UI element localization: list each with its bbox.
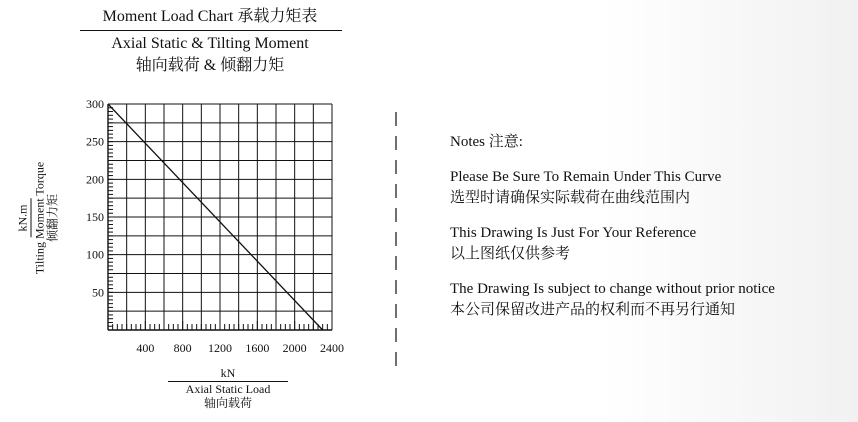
x-axis-unit: kN	[168, 366, 288, 382]
x-tick-label: 1600	[245, 341, 270, 355]
y-axis-label-en: Tilting Moment Torque	[32, 161, 47, 275]
y-tick-labels	[86, 97, 104, 299]
x-axis-label-cn: 轴向载荷	[203, 396, 252, 410]
y-tick-label: 150	[86, 210, 104, 224]
y-tick-label: 250	[86, 134, 104, 149]
y-tick-label: 50	[92, 285, 104, 300]
note-1-cn: 选型时请确保实际载荷在曲线范围内	[450, 190, 691, 206]
x-tick-label: 2000	[282, 341, 307, 355]
x-axis-label-en: Axial Static Load	[185, 382, 271, 396]
x-tick-label: 400	[136, 341, 155, 355]
chart-title: Moment Load Chart 承载力矩表	[102, 8, 318, 25]
y-axis-unit: kN.m	[17, 199, 32, 238]
notes-panel	[450, 132, 775, 321]
y-tick-label: 100	[86, 247, 104, 262]
y-axis-label	[17, 162, 60, 275]
note-2-en: This Drawing Is Just For Your Reference	[450, 225, 697, 241]
notes-heading: Notes 注意:	[450, 134, 523, 150]
x-tick-label: 1200	[208, 341, 232, 355]
y-axis-label-cn: 倾翻力矩	[45, 193, 60, 243]
note-3-en: The Drawing Is subject to change without prior notice	[450, 281, 775, 297]
chart-subtitle-en: Axial Static & Tilting Moment	[111, 35, 309, 52]
note-1-en: Please Be Sure To Remain Under This Curve	[450, 169, 722, 185]
x-tick-label: 2400	[320, 341, 344, 355]
x-tick-label: 800	[173, 341, 192, 355]
y-tick-label: 200	[86, 172, 104, 187]
x-tick-labels	[136, 341, 344, 355]
y-tick-label: 300	[86, 97, 104, 111]
chart-subtitle-cn: 轴向载荷 & 倾翻力矩	[135, 57, 285, 74]
note-2-cn: 以上图纸仅供参考	[450, 246, 571, 262]
chart-grid	[108, 104, 332, 330]
note-3-cn: 本公司保留改进产品的权利而不再另行通知	[450, 302, 736, 318]
x-axis-label	[168, 366, 288, 410]
